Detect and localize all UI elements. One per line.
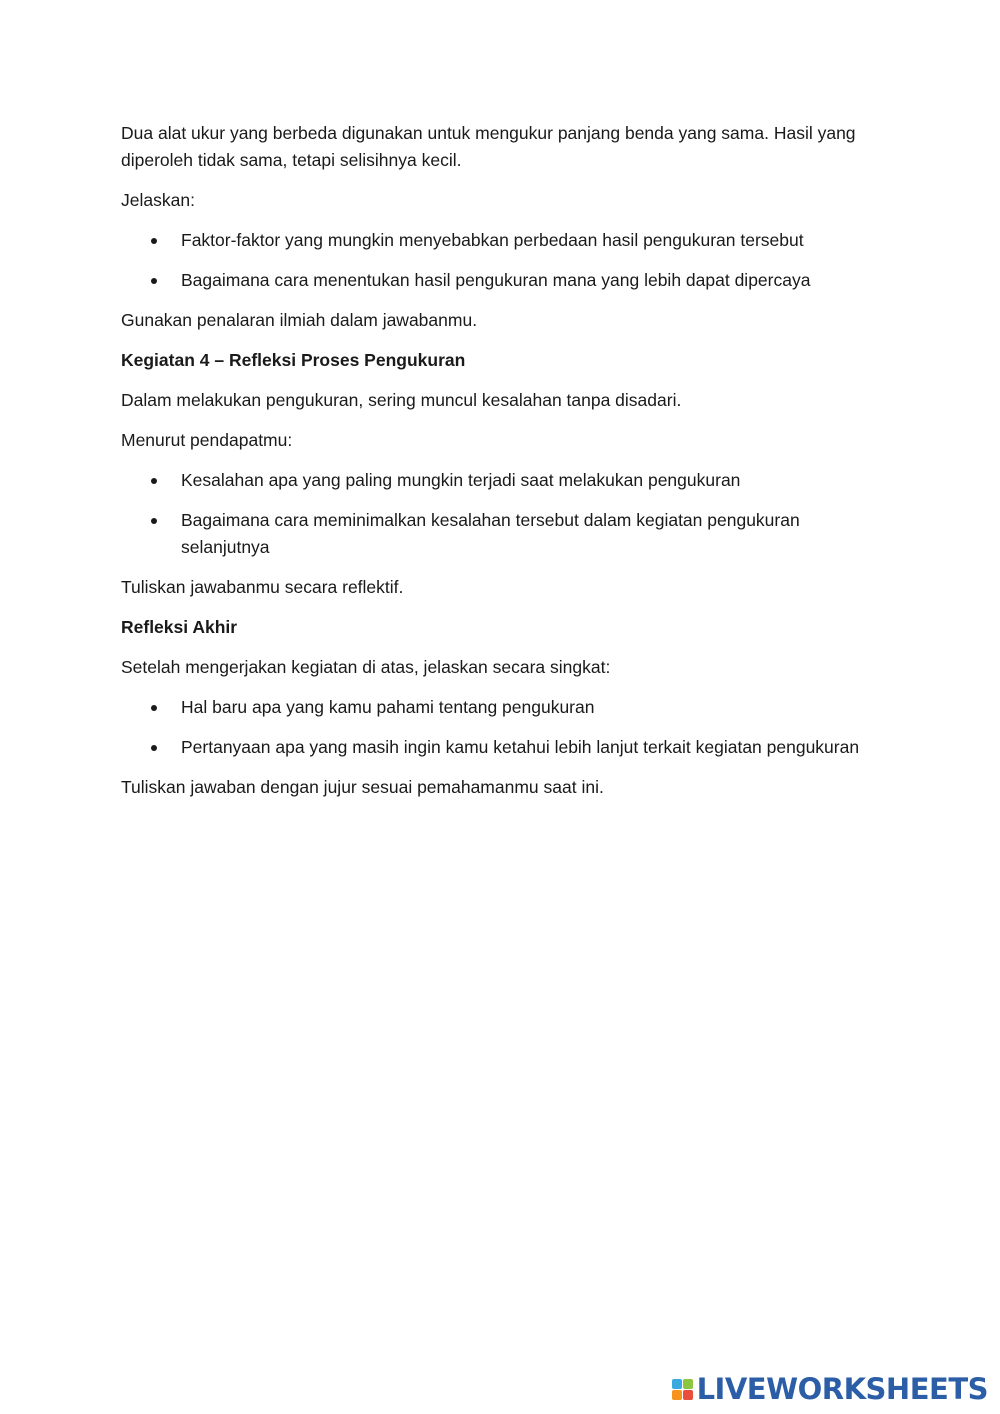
list-item-text: Hal baru apa yang kamu pahami tentang pengukuran (181, 697, 595, 717)
menurut-label: Menurut pendapatmu: (121, 430, 293, 450)
list-item (121, 467, 861, 494)
gunakan-paragraph: Gunakan penalaran ilmiah dalam jawabanmu. (121, 310, 478, 330)
list-item (121, 267, 861, 294)
list-item (121, 694, 861, 721)
bullet-icon (151, 478, 157, 484)
dalam-paragraph: Dalam melakukan pengukuran, sering muncul kesalahan tanpa disadari. (121, 390, 682, 410)
bullet-icon (151, 278, 157, 284)
liveworksheets-brand[interactable] (672, 1372, 988, 1406)
jelaskan-label: Jelaskan: (121, 190, 195, 210)
list-item (121, 734, 861, 761)
tuliskan-reflektif-paragraph: Tuliskan jawabanmu secara reflektif. (121, 577, 404, 597)
bullet-icon (151, 238, 157, 244)
logo-square-orange (672, 1390, 682, 1400)
bullet-list-3 (121, 694, 861, 761)
bullet-list-2 (121, 467, 861, 561)
section-heading-kegiatan-4: Kegiatan 4 – Refleksi Proses Pengukuran (121, 350, 466, 370)
liveworksheets-logo-icon (672, 1379, 693, 1400)
bullet-list-1 (121, 227, 861, 294)
bullet-icon (151, 518, 157, 524)
intro-paragraph: Dua alat ukur yang berbeda digunakan untuk mengukur panjang benda yang sama. Hasil yang diperoleh tidak sama, tetapi selisihnya kecil. (121, 123, 856, 170)
logo-square-red (683, 1390, 693, 1400)
list-item-text: Bagaimana cara menentukan hasil pengukuran mana yang lebih dapat dipercaya (181, 270, 811, 290)
worksheet-page (121, 120, 861, 814)
logo-square-blue (672, 1379, 682, 1389)
list-item-text: Kesalahan apa yang paling mungkin terjadi saat melakukan pengukuran (181, 470, 741, 490)
setelah-paragraph: Setelah mengerjakan kegiatan di atas, jelaskan secara singkat: (121, 657, 611, 677)
list-item (121, 507, 861, 561)
section-heading-refleksi-akhir: Refleksi Akhir (121, 617, 238, 637)
list-item-text: Faktor-faktor yang mungkin menyebabkan perbedaan hasil pengukuran tersebut (181, 230, 804, 250)
list-item (121, 227, 861, 254)
logo-square-green (683, 1379, 693, 1389)
list-item-text: Pertanyaan apa yang masih ingin kamu ketahui lebih lanjut terkait kegiatan pengukuran (181, 737, 860, 757)
tuliskan-jujur-paragraph: Tuliskan jawaban dengan jujur sesuai pemahamanmu saat ini. (121, 777, 604, 797)
brand-wordmark: LIVEWORKSHEETS (696, 1372, 988, 1406)
bullet-icon (151, 745, 157, 751)
bullet-icon (151, 705, 157, 711)
list-item-text: Bagaimana cara meminimalkan kesalahan tersebut dalam kegiatan pengukuran selanjutnya (181, 510, 800, 557)
